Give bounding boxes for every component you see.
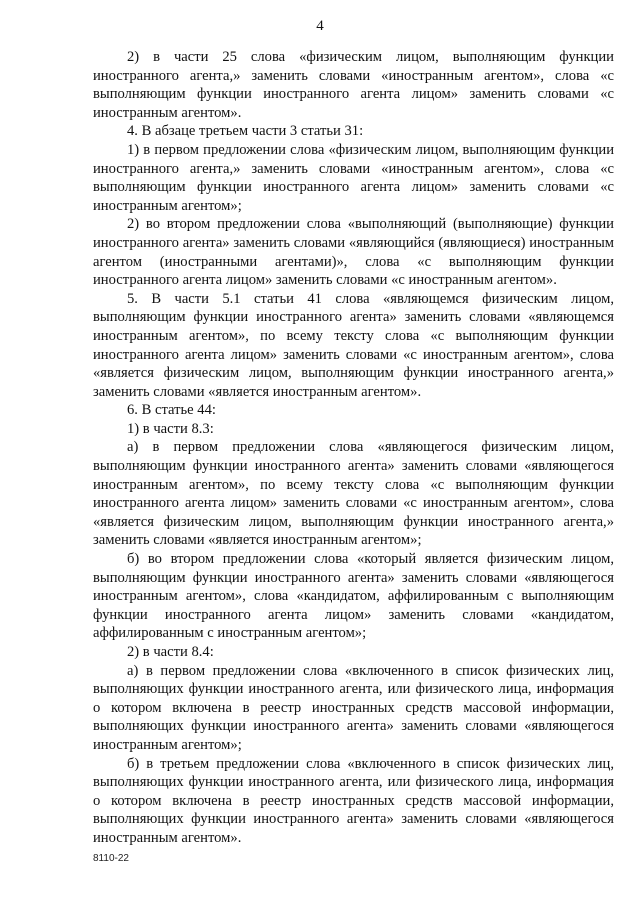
paragraph: 4. В абзаце третьем части 3 статьи 31: — [127, 123, 364, 140]
paragraph: 1) в части 8.3: — [127, 420, 214, 437]
paragraph: 2) во втором предложении слова «выполняющий (выполняющие) функции иностранного агента» заменить словами «являющийся (являющиеся) иностранным агентом (иностранными агентами)», слова «с выполняющим функции иностранного агента лицом» заменить словами «с иностранным агентом». — [93, 216, 614, 289]
paragraph: б) в третьем предложении слова «включенного в список физических лиц, выполняющих функции иностранного агента, или физического лица, информация о котором включена в реестр иностранных средств массовой информации, выполняющих функции иностранного агента» заменить словами «являющегося иностранным агентом». — [93, 755, 614, 846]
paragraph: б) во втором предложении слова «который является физическим лицом, выполняющим функции иностранного агента» заменить словами «являющегося иностранным агентом», слова «кандидатом, аффилированным с выполняющим функции иностранного агента лицом» заменить словами «кандидатом, аффилированным с иностранным агентом»; — [93, 551, 614, 642]
document-body — [93, 48, 614, 848]
paragraph: 6. В статье 44: — [127, 402, 216, 419]
document-code: 8110-22 — [93, 853, 129, 864]
paragraph: а) в первом предложении слова «являющегося физическим лицом, выполняющим функции иностранного агента» заменить словами «являющегося иностранным агентом», по всему тексту слова «с выполняющим функции иностранного агента лицом» заменить словами «с иностранным агентом», слова «является физическим лицом, выполняющим функции иностранного агента,» заменить словами «является иностранным агентом»; — [93, 439, 614, 549]
paragraph: 1) в первом предложении слова «физическим лицом, выполняющим функции иностранного агента,» заменить словами «иностранным агентом», слова «с выполняющим функции иностранного агента лицом» заменить словами «с иностранным агентом»; — [93, 141, 614, 214]
paragraph: 5. В части 5.1 статьи 41 слова «являющемся физическим лицом, выполняющим функции иностранного агента» заменить словами «являющемся иностранным агентом», по всему тексту слова «с выполняющим функции иностранного агента лицом» заменить словами «с иностранным агентом», слова «является физическим лицом, выполняющим функции иностранного агента,» заменить словами «является иностранным агентом». — [93, 290, 614, 400]
page-number: 4 — [316, 18, 324, 34]
paragraph: а) в первом предложении слова «включенного в список физических лиц, выполняющих функции иностранного агента, или физического лица, информация о котором включена в реестр иностранных средств массовой информации, выполняющих функции иностранного агента» заменить словами «являющегося иностранным агентом»; — [93, 662, 614, 753]
paragraph: 2) в части 8.4: — [127, 644, 214, 660]
paragraph: 2) в части 25 слова «физическим лицом, выполняющим функции иностранного агента,» заменить словами «иностранным агентом», слова «с выполняющим функции иностранного агента лицом» заменить словами «с иностранным агентом». — [93, 49, 614, 121]
